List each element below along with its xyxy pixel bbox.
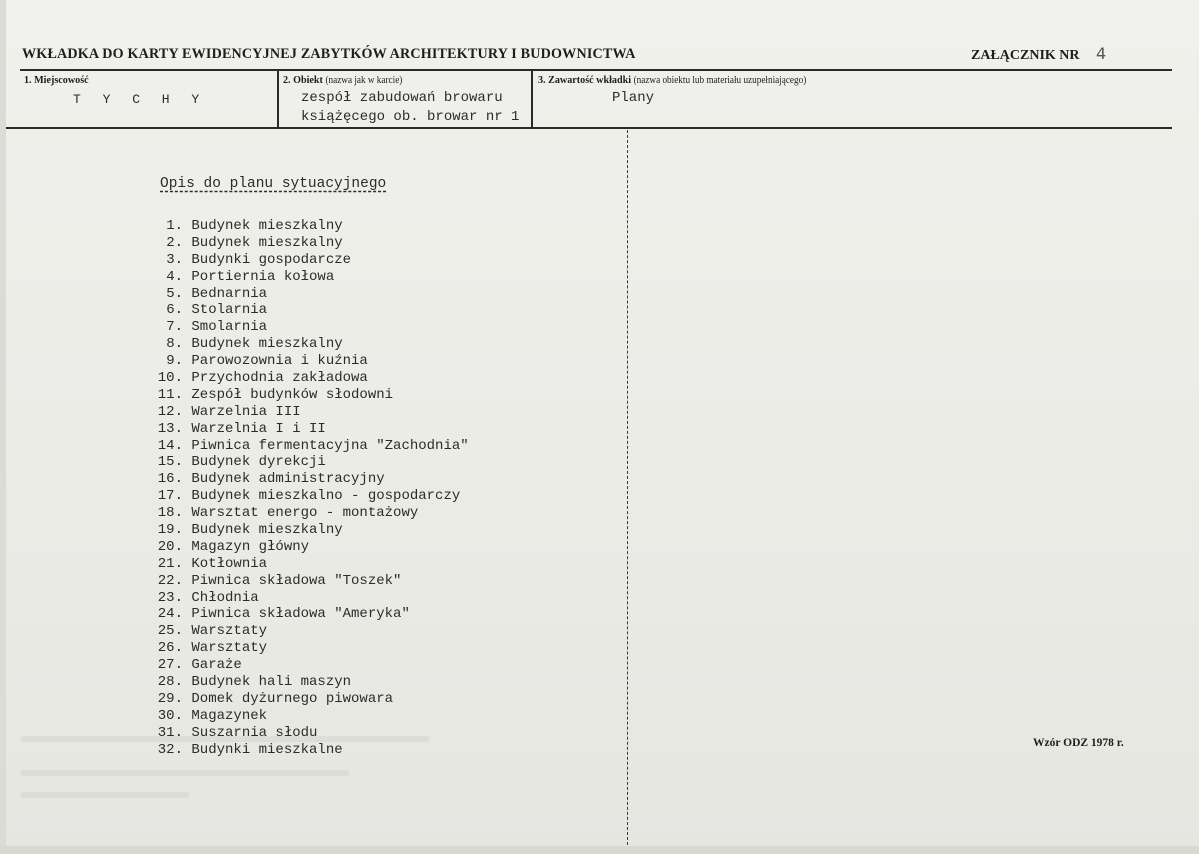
list-item-text: Kotłownia — [191, 555, 268, 572]
list-item-text: Piwnica fermentacyjna "Zachodnia" — [191, 437, 469, 454]
list-item — [143, 590, 469, 607]
list-item-text: Warsztaty — [191, 640, 268, 657]
list-title: Opis do planu sytuacyjnego — [160, 176, 387, 192]
locality-value: T Y C H Y — [73, 92, 207, 107]
list-item-number: 6. — [166, 302, 183, 319]
object-value-line2: książęcego ob. browar nr 1 — [301, 109, 520, 125]
list-item-number: 28. — [157, 674, 183, 691]
list-item-text: Warzelnia I i II — [191, 420, 326, 437]
list-item-text: Warsztat energo - montażowy — [191, 505, 419, 522]
attachment-label: ZAŁĄCZNIK NR — [971, 48, 1080, 63]
list-item-number: 1. — [166, 218, 183, 234]
list-item — [143, 404, 469, 421]
list-item — [143, 539, 469, 556]
list-item — [143, 522, 469, 539]
list-item-number: 24. — [157, 606, 183, 623]
list-item-number: 25. — [157, 623, 183, 640]
list-item-text: Warzelnia III — [191, 403, 301, 420]
list-item — [143, 438, 469, 455]
form-title: WKŁADKA DO KARTY EWIDENCYJNEJ ZABYTKÓW ARCHITEKTURY I BUDOWNICTWA — [22, 46, 636, 62]
list-item-text: Przychodnia zakładowa — [191, 370, 368, 387]
list-item-number: 13. — [157, 420, 183, 437]
list-item — [143, 573, 469, 590]
card-edge-bottom — [0, 846, 1199, 854]
list-item-number: 26. — [157, 640, 183, 657]
list-item-number: 4. — [166, 268, 183, 285]
list-item — [143, 488, 469, 505]
list-item-number: 20. — [157, 538, 183, 555]
list-item-text: Budynki mieszkalne — [191, 741, 343, 758]
list-item — [143, 454, 469, 471]
list-item — [143, 742, 469, 759]
list-item-text: Budynek mieszkalny — [191, 234, 343, 251]
header-rule — [20, 69, 1172, 71]
locality-label — [24, 74, 89, 86]
content-label-note: (nazwa obiektu lub materiału uzupełniającego) — [633, 75, 807, 86]
list-item — [143, 370, 469, 387]
list-item-number: 8. — [166, 336, 183, 353]
list-item-number: 3. — [166, 251, 183, 268]
list-item-text: Budynek hali maszyn — [191, 674, 352, 691]
list-item — [143, 286, 469, 303]
list-item — [143, 319, 469, 336]
list-item-text: Parowozownia i kuźnia — [191, 353, 368, 370]
list-item-number: 10. — [157, 370, 183, 387]
object-label-note: (nazwa jak w karcie) — [325, 75, 403, 86]
list-item-number: 2. — [166, 234, 183, 251]
list-item-text: Garaże — [191, 657, 242, 674]
list-item-text: Bednarnia — [191, 285, 268, 302]
list-item-number: 21. — [157, 555, 183, 572]
list-item-number: 15. — [157, 454, 183, 471]
list-item — [143, 421, 469, 438]
list-item-number: 19. — [157, 522, 183, 539]
list-item-text: Smolarnia — [191, 319, 268, 336]
list-item — [143, 235, 469, 252]
list-item — [143, 505, 469, 522]
list-item-text: Budynki gospodarcze — [191, 251, 352, 268]
list-item — [143, 623, 469, 640]
field-divider-2 — [531, 69, 533, 127]
list-item — [143, 708, 469, 725]
list-item-text: Portiernia kołowa — [191, 268, 335, 285]
content-label — [538, 74, 806, 86]
list-item-text: Warsztaty — [191, 623, 268, 640]
object-value-line1: zespół zabudowań browaru — [301, 90, 503, 106]
fields-rule — [6, 127, 1172, 129]
building-list — [143, 218, 469, 759]
list-item — [143, 353, 469, 370]
list-item-number: 23. — [157, 589, 183, 606]
list-item-number: 11. — [157, 386, 183, 403]
list-item-text: Budynek mieszkalny — [191, 336, 343, 353]
list-item — [143, 387, 469, 404]
list-item-number: 32. — [157, 741, 183, 758]
list-item — [143, 269, 469, 286]
list-item-text: Stolarnia — [191, 302, 268, 319]
list-item-number: 31. — [157, 724, 183, 741]
object-label — [283, 74, 402, 86]
list-item-text: Budynek administracyjny — [191, 471, 385, 488]
list-item-text: Chłodnia — [191, 589, 259, 606]
list-item-text: Budynek dyrekcji — [191, 454, 326, 471]
list-item — [143, 302, 469, 319]
list-item — [143, 556, 469, 573]
list-item-number: 30. — [157, 707, 183, 724]
list-item — [143, 336, 469, 353]
list-item — [143, 471, 469, 488]
list-item-number: 9. — [166, 353, 183, 370]
list-item-number: 17. — [157, 488, 183, 505]
center-dashed-divider — [627, 130, 628, 845]
list-item — [143, 674, 469, 691]
field-divider-1 — [277, 69, 279, 127]
list-item-number: 12. — [157, 403, 183, 420]
list-item — [143, 657, 469, 674]
list-item — [143, 640, 469, 657]
object-label-text: 2. Obiekt — [283, 74, 323, 86]
list-item-text: Budynek mieszkalny — [191, 218, 343, 234]
list-item-text: Suszarnia słodu — [191, 724, 318, 741]
show-through-mark — [20, 770, 350, 776]
list-item — [143, 691, 469, 708]
content-label-text: 3. Zawartość wkładki — [538, 74, 632, 86]
list-item-number: 18. — [157, 505, 183, 522]
list-item-text: Budynek mieszkalny — [191, 522, 343, 539]
list-item-text: Domek dyżurnego piwowara — [191, 690, 394, 707]
template-note: Wzór ODZ 1978 r. — [1033, 737, 1124, 749]
list-item-text: Magazyn główny — [191, 538, 310, 555]
locality-label-text: 1. Miejscowość — [24, 74, 89, 86]
list-item-text: Piwnica składowa "Toszek" — [191, 572, 402, 589]
show-through-mark — [20, 736, 430, 742]
attachment-number: 4 — [1096, 44, 1107, 63]
list-item — [143, 252, 469, 269]
list-item-number: 7. — [166, 319, 183, 336]
list-item-number: 16. — [157, 471, 183, 488]
content-value: Plany — [612, 90, 655, 106]
list-item-number: 27. — [157, 657, 183, 674]
show-through-mark — [20, 792, 190, 798]
list-item-number: 14. — [157, 437, 183, 454]
list-item — [143, 218, 469, 235]
list-item-number: 22. — [157, 572, 183, 589]
list-item-text: Zespół budynków słodowni — [191, 386, 394, 403]
list-item-number: 5. — [166, 285, 183, 302]
list-item-text: Piwnica składowa "Ameryka" — [191, 606, 410, 623]
list-item-text: Magazynek — [191, 707, 268, 724]
list-item-number: 29. — [157, 690, 183, 707]
list-item — [143, 606, 469, 623]
list-item-text: Budynek mieszkalno - gospodarczy — [191, 488, 461, 505]
